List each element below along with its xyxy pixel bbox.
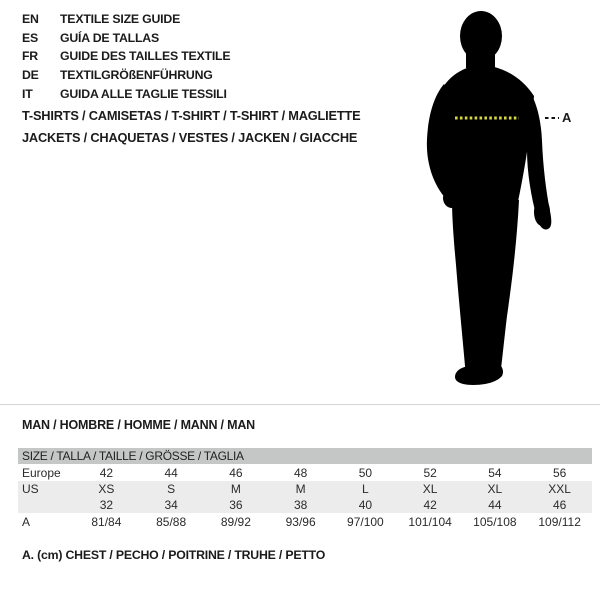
- table-row-numeric: [18, 497, 592, 513]
- size-cell: 44: [164, 465, 178, 480]
- category-tshirts-line: T-SHIRTS / CAMISETAS / T-SHIRT / T-SHIRT / MAGLIETTE: [22, 108, 361, 123]
- size-cell: 105/108: [473, 514, 517, 529]
- language-code: ES: [22, 30, 39, 45]
- size-cell: 54: [488, 465, 502, 480]
- row-label: Europe: [22, 465, 61, 480]
- size-cell: 52: [423, 465, 437, 480]
- size-cell: 50: [358, 465, 373, 480]
- language-row-fr: [22, 47, 230, 66]
- language-row-es: [22, 29, 230, 48]
- silhouette-foot: [455, 364, 503, 385]
- language-label: TEXTILE SIZE GUIDE: [60, 12, 181, 27]
- size-cell: 36: [229, 498, 243, 512]
- size-cell: M: [230, 482, 241, 496]
- table-row-europe: [18, 464, 592, 481]
- language-label: GUIDE DES TAILLES TEXTILE: [60, 49, 231, 64]
- size-cell: XS: [98, 482, 115, 496]
- size-cell: XXL: [548, 482, 571, 496]
- size-cell: 42: [99, 465, 114, 480]
- language-label: TEXTILGRÖßENFÜHRUNG: [60, 68, 213, 83]
- language-code: EN: [22, 12, 39, 27]
- table-row-chest-a: [18, 513, 592, 530]
- size-cell: 89/92: [220, 514, 251, 529]
- size-cell: 97/100: [347, 514, 384, 529]
- size-cell: S: [167, 482, 176, 496]
- section-divider: [0, 404, 600, 405]
- measurement-footnote: A. (cm) CHEST / PECHO / POITRINE / TRUHE / PETTO: [22, 548, 326, 562]
- size-cell: 93/96: [285, 514, 316, 529]
- size-cell: 85/88: [156, 514, 187, 529]
- size-cell: 81/84: [91, 514, 122, 529]
- row-label: US: [22, 482, 39, 496]
- silhouette-legs: [452, 200, 519, 377]
- size-cell: 40: [358, 498, 373, 512]
- measurement-label-a: A: [562, 110, 572, 125]
- language-row-de: [22, 66, 230, 85]
- size-cell: M: [295, 482, 306, 496]
- row-label: A: [22, 514, 31, 529]
- man-silhouette: [395, 0, 600, 400]
- section-title-man: MAN / HOMBRE / HOMME / MANN / MAN: [22, 418, 255, 432]
- size-cell: 34: [164, 498, 178, 512]
- size-cell: XL: [422, 482, 438, 496]
- silhouette-right-hand: [534, 198, 550, 226]
- size-cell: XL: [487, 482, 503, 496]
- table-row-us: [18, 481, 592, 497]
- silhouette-neck: [466, 48, 495, 68]
- size-cell: 48: [293, 465, 308, 480]
- language-row-it: [22, 84, 230, 103]
- language-code: FR: [22, 49, 38, 64]
- language-list: [22, 10, 230, 103]
- language-label: GUIDA ALLE TAGLIE TESSILI: [60, 86, 227, 101]
- size-cell: 38: [293, 498, 308, 512]
- category-jackets-line: JACKETS / CHAQUETAS / VESTES / JACKEN / GIACCHE: [22, 130, 358, 145]
- language-code: IT: [22, 86, 33, 101]
- size-cell: 109/112: [538, 514, 581, 529]
- size-cell: L: [362, 482, 369, 496]
- size-cell: 32: [99, 498, 114, 512]
- size-cell: 56: [552, 465, 567, 480]
- size-table-header: SIZE / TALLA / TAILLE / GRÖSSE / TAGLIA: [18, 448, 592, 464]
- size-cell: 46: [552, 498, 567, 512]
- size-cell: 42: [423, 498, 437, 512]
- size-cell: 44: [488, 498, 502, 512]
- language-label: GUÍA DE TALLAS: [60, 30, 159, 45]
- size-cell: 101/104: [408, 514, 452, 529]
- size-table: [18, 448, 592, 530]
- language-code: DE: [22, 68, 39, 83]
- size-cell: 46: [229, 465, 243, 480]
- language-row-en: [22, 10, 230, 29]
